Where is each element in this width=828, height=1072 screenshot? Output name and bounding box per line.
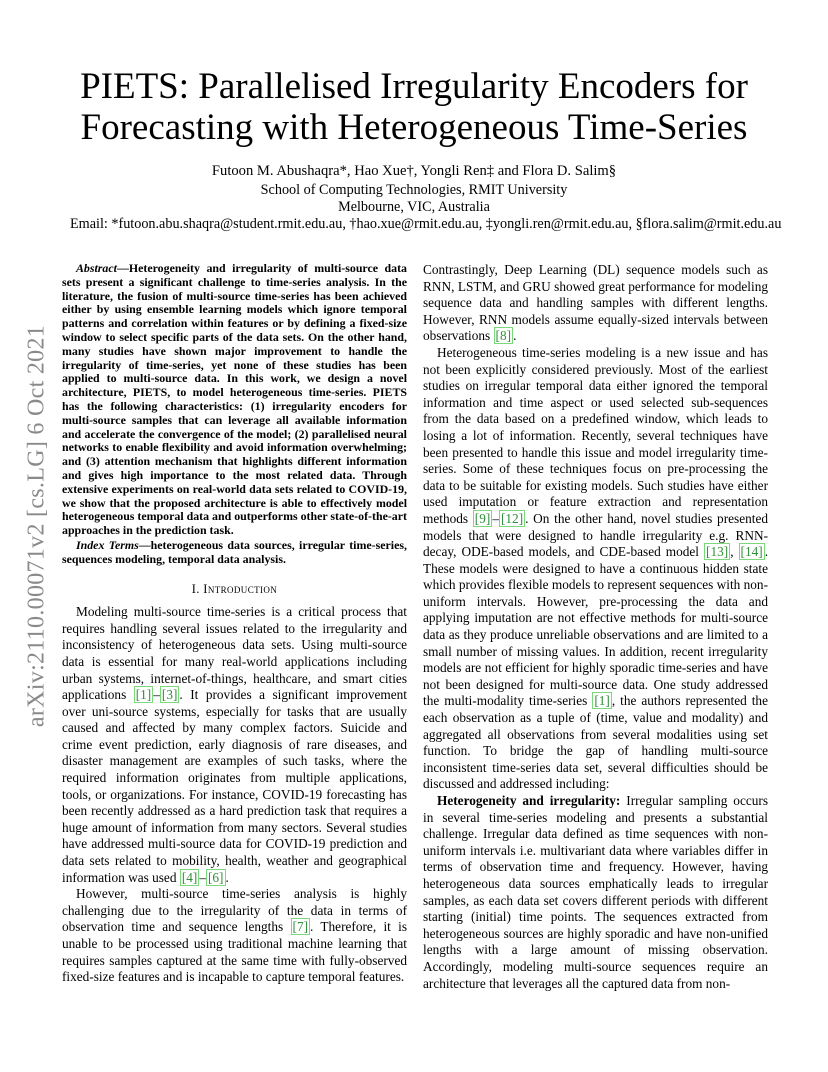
text-run: However, multi-source time-series analysis is highly challenging due to the irregularity of the data in terms of observation time and sequence lengths <box>62 886 407 935</box>
text-run: , <box>730 544 739 560</box>
author-emails: Email: *futoon.abu.shaqra@student.rmit.edu.au, †hao.xue@rmit.edu.au, ‡yongli.ren@rmit.edu.au, §flora.salim@rmit.edu.au <box>70 216 782 232</box>
right-paragraph-continued <box>423 262 768 345</box>
index-terms-label: Index Terms <box>76 537 139 552</box>
index-terms-text: —heterogeneous data sources, irregular time-series, sequences modeling, temporal data analysis. <box>62 537 407 566</box>
citation-link[interactable]: [7] <box>292 919 309 935</box>
citation-link[interactable]: [3] <box>161 687 178 703</box>
section-heading-introduction: I. Introduction <box>191 581 278 596</box>
title-line-1: PIETS: Parallelised Irregularity Encoders for <box>80 66 748 107</box>
author-block <box>70 163 782 233</box>
citation-link[interactable]: [9] <box>474 510 491 526</box>
citation-link[interactable]: [13] <box>706 544 729 560</box>
text-run: Irregular sampling occurs in several time-series modeling and presents a substantial challenge. Irregular data defined as time sequences with non-uniform intervals i.e. multivariant data where variables differ in terms of observation time and frequency. However, having heterogeneous data sources emphatically leads to irregular samples, as each data set covers different periods with different starting (initial) time points. The sequences extracted from heterogeneous sources are highly sporadic and have non-unified lengths with a large amount of missing observation. Accordingly, modeling multi-source sequences require an architecture that leverages all the captured data from non- <box>423 793 768 991</box>
author-affiliation: School of Computing Technologies, RMIT University <box>260 182 568 198</box>
citation-link[interactable]: [8] <box>495 328 512 344</box>
paper-title <box>70 66 758 148</box>
arxiv-identifier <box>20 297 54 755</box>
text-run: . <box>225 869 229 885</box>
text-run: – <box>199 869 206 885</box>
citation-link[interactable]: [6] <box>207 869 224 885</box>
left-column <box>62 262 407 986</box>
author-location: Melbourne, VIC, Australia <box>338 199 490 215</box>
citation-link[interactable]: [4] <box>181 869 198 885</box>
text-run: . These models were designed to have a continuous hidden state which provides flexible models to represent sequences with non-uniform intervals. However, pre-processing the data and applying imputation are not effective methods for multi-source data as they produce unreliable observations and are limited to a small number of missing values. In addition, recent irregularity models are not efficient for highly sporadic time-series and have not been designed for multi-source data. One study addressed the multi-modality time-series <box>423 544 769 709</box>
intro-paragraph-2 <box>62 886 407 986</box>
right-paragraph-heterogeneous <box>423 345 768 793</box>
arxiv-identifier-text: arXiv:2110.00071v2 [cs.LG] 6 Oct 2021 <box>23 324 50 728</box>
text-run: – <box>492 510 499 526</box>
citation-link[interactable]: [1] <box>594 693 610 709</box>
text-run: Modeling multi-source time-series is a critical process that requires handling several issues related to the irregularity and inconsistency of heterogeneous data sets. Using multi-source data is essential for many real-world applications including urban systems, internet-of-things, healthcare, and smart cities applications <box>62 604 407 703</box>
abstract-label: Abstract <box>76 261 117 275</box>
text-run: Contrastingly, Deep Learning (DL) sequence models such as RNN, LSTM, and GRU showed great performance for modeling sequence data and handling samples with different lengths. However, RNN models assume equally-sized intervals between observations <box>423 262 768 344</box>
text-run: . On the other hand, novel studies presented models that were designed to handle irregularity e.g. RNN-decay, ODE-based models, and CDE-based model <box>423 510 768 560</box>
index-terms <box>62 539 407 567</box>
citation-link[interactable]: [12] <box>500 510 524 526</box>
text-run: Heterogeneous time-series modeling is a new issue and has not been explicitly considered previously. Most of the earliest studies on irregular temporal data either ignored the temporal information and time aspect or used selected sub-sequences from the data based on a predefined window, which leads to losing a lot of information. Recently, several techniques have been presented to handle this issue and model irregularity time-series. Some of these techniques focus on pre-processing the data to be suitable for existing models. Such studies have either used imputation or feature extraction and representation methods <box>423 344 768 526</box>
title-line-2: Forecasting with Heterogeneous Time-Series <box>80 107 748 148</box>
text-run: . It provides a significant improvement over uni-source systems, especially for tasks that are usually caused and affected by many complex factors. Suicide and crime event prediction, early diagnosis of rare diseases, and disaster management are examples of such tasks, where the required information originates from multiple applications, tools, or organizations. For instance, COVID-19 forecasting has been recently addressed as a hard prediction task that requires a huge amount of information from many sectors. Several studies have addressed multi-source data for COVID-19 prediction and data sets related to mobility, health, weather and geographical information was used <box>62 687 407 885</box>
text-run: . Therefore, it is unable to be processed using traditional machine learning that requires samples captured at the same time with fully-observed fixed-size features and is incapable to capture temporal features. <box>62 919 408 985</box>
text-run: – <box>153 687 160 703</box>
runin-heading: Heterogeneity and irregularity: <box>437 793 621 808</box>
abstract-text: —Heterogeneity and irregularity of multi-source data sets present a significant challenge to time-series analysis. In the literature, the fusion of multi-source time-series has been achieved either by using ensemble learning models which ignore temporal patterns and correlation within features or by defining a fixed-size window to select specific parts of the data sets. On the other hand, many studies have shown major improvement to handle the irregularity of time-series, yet none of these studies has been applied to multi-source data. In this work, we design a novel architecture, PIETS, to model heterogeneous time-series. PIETS has the following characteristics: (1) irregularity encoders for multi-source samples that can leverage all available information and accelerate the convergence of the model; (2) parallelised neural networks to enable flexibility and avoid information overwhelming; and (3) attention mechanism that highlights different information and gives high importance to the most related data. Through extensive experiments on real-world data sets related to COVID-19, we show that the proposed architecture is able to effectively model heterogeneous temporal data and outperforms other state-of-the-art approaches in the prediction task. <box>62 261 407 538</box>
citation-link[interactable]: [1] <box>135 687 152 703</box>
citation-link[interactable]: [14] <box>740 544 763 560</box>
right-paragraph-irregularity <box>423 793 768 992</box>
intro-paragraph-1 <box>62 604 407 886</box>
text-run: . <box>513 328 517 344</box>
right-column <box>423 262 768 992</box>
text-run: , the authors represented the each observation as a tuple of (time, value and modality) and aggregated all observations from several modalities using set function. To bridge the gap of handling multi-source inconsistent time-series data set, several difficulties should be discussed and addressed including: <box>423 693 768 792</box>
abstract <box>62 262 407 538</box>
author-names: Futoon M. Abushaqra*, Hao Xue†, Yongli Ren‡ and Flora D. Salim§ <box>211 163 617 179</box>
